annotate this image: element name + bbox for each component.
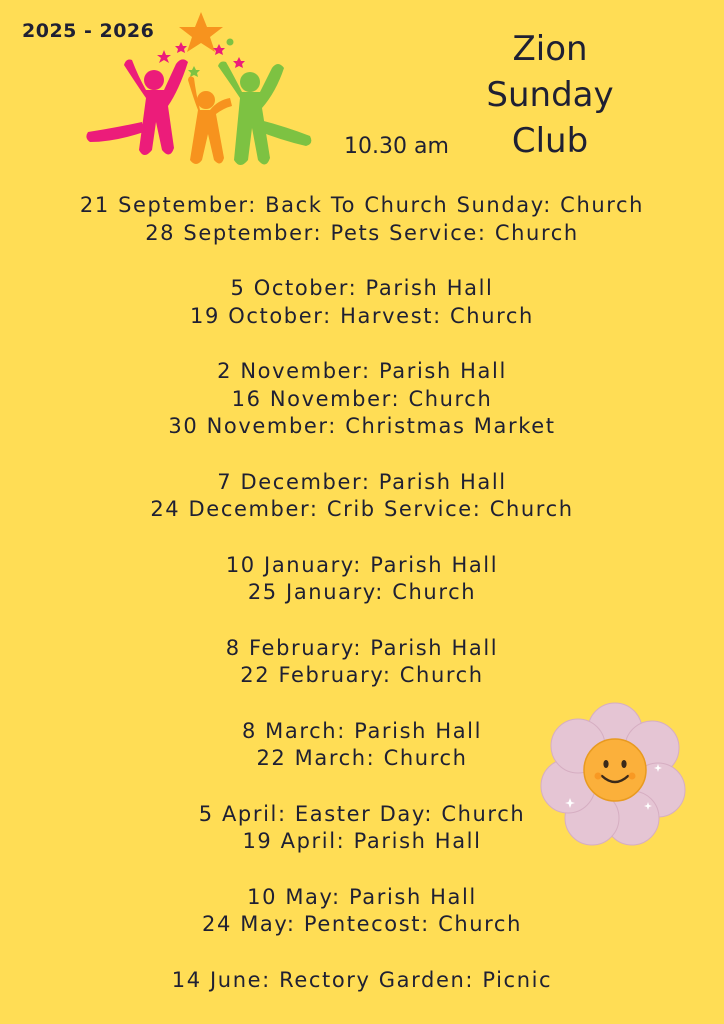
schedule-line: 5 October: Parish Hall [230,276,494,300]
children-jumping-stars-icon [84,10,314,170]
schedule-line: 24 December: Crib Service: Church [150,497,574,521]
schedule-line: 19 April: Parish Hall [242,829,482,853]
start-time: 10.30 am [344,134,449,159]
schedule-list [0,192,724,1022]
month-group-january [0,552,724,607]
schedule-line: 30 November: Christmas Market [168,414,556,438]
month-group-december [0,469,724,524]
smiling-flower-icon [540,698,690,848]
schedule-line: 8 February: Parish Hall [225,635,499,660]
schedule-line: 10 January: Parish Hall [225,552,499,577]
month-group-may [0,884,724,939]
title-line: Club [511,121,589,161]
schedule-line: 8 March: Parish Hall [241,718,483,743]
schedule-line: 21 September: Back To Church Sunday: Church [79,193,645,217]
schedule-line: 5 April: Easter Day: Church [198,801,526,826]
schedule-line: 16 November: Church [231,386,493,411]
schedule-line: 14 June: Rectory Garden: Picnic [171,967,553,992]
month-group-june [0,967,724,995]
schedule-line: 22 February: Church [240,663,484,687]
schedule-line: 7 December: Parish Hall [217,469,507,494]
month-group-february [0,635,724,690]
schedule-line: 24 May: Pentecost: Church [202,912,522,936]
schedule-line: 10 May: Parish Hall [247,884,477,909]
year-range: 2025 - 2026 [22,20,155,42]
month-group-september [0,192,724,247]
schedule-line: 25 January: Church [247,580,477,604]
schedule-line: 28 September: Pets Service: Church [145,220,579,245]
schedule-line: 22 March: Church [256,746,468,770]
schedule-line: 19 October: Harvest: Church [190,303,534,328]
schedule-line: 2 November: Parish Hall [217,359,507,383]
club-title [470,26,630,164]
month-group-october [0,275,724,330]
month-group-november [0,358,724,441]
title-line: Sunday [486,75,614,115]
title-line: Zion [512,29,588,69]
